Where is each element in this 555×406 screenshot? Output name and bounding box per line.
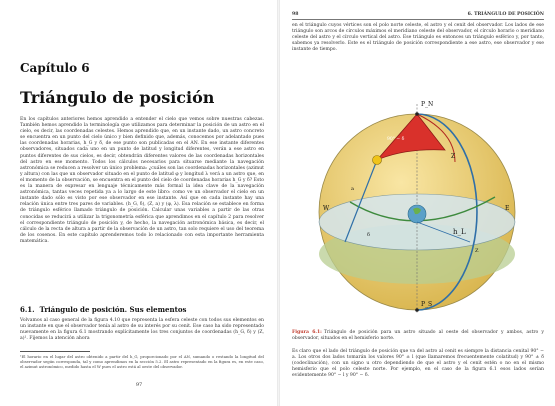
running-header <box>292 11 544 20</box>
star-marker <box>373 156 382 165</box>
section-number: 6.1. <box>20 305 35 314</box>
header-page-number: 98 <box>292 12 299 17</box>
north-pole-label: P_N <box>421 101 434 108</box>
figure-caption <box>292 330 544 342</box>
north-pole-point <box>415 112 419 116</box>
hour-angle-label: h_L <box>453 228 466 236</box>
footnote-rule <box>20 351 90 352</box>
zenith-label: Z <box>451 153 456 160</box>
right-page <box>280 0 555 406</box>
declination-label: δ <box>367 232 371 238</box>
intro-paragraph: En los capítulos anteriores hemos aprendido a entender el cielo que vemos sobre nuestras cabezas. También hemos aprendido la terminología que utilizamos para determinar la posición de un astro en el cielo, es decir, las coordenadas celestes. Hemos aprendido que, en un instante dado, un astro concreto se encuentra en un punto del cielo único y bien definido que, además, conocemos por adelantado pues las coordenadas horarias, h_G y δ, de ese punto son publicadas en el AN. En ese instante diferentes observadores, situados cada uno en un punto de latitud y longitud diferentes, verán a ese astro en puntos diferentes de sus cielos, es decir, obtendrán diferentes valores de las coordenadas horizontales del astro en ese momento. Todos los cálculos necesarios para situarse mediante la navegación astronómica se reducen a resolver un único problema: ¿cuáles son las coordenadas horizontales (azimut y altura) con las que un observador situado en el punto de latitud φ y longitud λ verá a un astro que, en el momento de la observación, se encuentra en el punto del cielo de coordenadas horarias h_G y δ? Esto es la manera de expresar en lenguaje técnicamente más formal la idea clave de la navegación astronómica, tantas veces repetida ya a lo largo de este libro: como ve un observador el cielo en un instante dado sólo es visto por ese observador en ese instante. Así que en cada instante hay una relación única entre tres pares de variables. (h_G, δ), (Z, a) y (φ, λ). Esa relación se establece en forma de triángulo esférico llamado triángulo de posición. Calcular unas variables a partir de las otras conocidas se reducirá a utilizar la trigonometría esférica que aprendimos en el capítulo 2 para resolver el correspondiente triángulo de posición y, de hecho, la navegación astronómica básica, es decir, el cálculo de la recta de altura a partir de la observación de un astro, tan solo requiere el uso del teorema de los cosenos. En este capítulo aprenderemos todo lo relacionado con esta importante herramienta matemática. <box>20 117 264 244</box>
south-pole-label: P_S <box>421 301 433 308</box>
azimuth-label: Z <box>475 248 479 254</box>
south-pole-point <box>415 308 419 312</box>
chapter-label: Capítulo 6 <box>20 61 90 75</box>
caption-text: Triángulo de posición para un astro situado al oeste del observador y ambos, astro y observador, situados en el hemisferio norte. <box>292 330 544 342</box>
caption-label: Figura 6.1: <box>292 330 322 335</box>
section-paragraph: Volvamos al caso general de la figura 4.10 que representa la esfera celeste con todos sus elementos en un instante en que el observador tenía al astro de su interés por su cenit. Ese caso ha sido representado nuevamente en la figura 6.1 mostrando explícitamente los tres conjuntos de coordenadas (h_G, δ) y (Z, a)¹. Fijemos la atención ahora <box>20 318 264 342</box>
footnote: ¹El horario en el lugar del astro obtenido a partir del h_G, proporcionado por el AN, sumando o restando la longitud del observador según corresponda, tal y como aprendimos en la sección 5.2. El astro representado en la figura es, en este caso, el azimut astronómico, medido hasta el W pues el astro está al oeste del observador. <box>20 354 264 370</box>
top-paragraph: en el triángulo cuyos vértices son el polo norte celeste, el astro y el cenit del observador. Los lados de ese triángulo son arcos de círculos máximos el meridiano celeste del observador, el círculo horario o meridiano celeste del astro y el círculo vertical del astro. Ese triángulo es entonces un triángulo esférico y, por tanto, sabemos ya resolverlo. Este es el triángulo de posición correspondiente a ese astro, ese observador y ese instante de tiempo. <box>292 23 544 53</box>
bottom-paragraph: Es claro que el lado del triángulo de posición que va del astro al cenit es siempre la distancia cenital 90° − a. Los otros dos lados tomarán los valores 90° ± l (que llamaremos frecuentemente colatitud) y 90° ± δ (codeclinación), con un signo u otro dependiendo de que el astro y el cenit estén o no en el mismo hemisferio que el polo celeste norte. Por ejemplo, en el caso de la figura 6.1 esos lados serían evidentemente 90° − l y 90° − δ. <box>292 349 544 379</box>
codeclination-label: 90° − δ <box>387 137 405 142</box>
page-number-left: 97 <box>135 382 143 388</box>
header-chapter-title: 6. TRIÁNGULO DE POSICIÓN <box>467 12 544 17</box>
west-label: W <box>323 205 330 212</box>
section-title: Triángulo de posición. Sus elementos <box>39 305 187 314</box>
chapter-title: Triángulo de posición <box>20 88 215 107</box>
altitude-label: a <box>351 186 354 192</box>
section-heading <box>20 305 186 314</box>
celestial-sphere-figure <box>305 92 530 317</box>
east-label: E <box>505 205 510 212</box>
